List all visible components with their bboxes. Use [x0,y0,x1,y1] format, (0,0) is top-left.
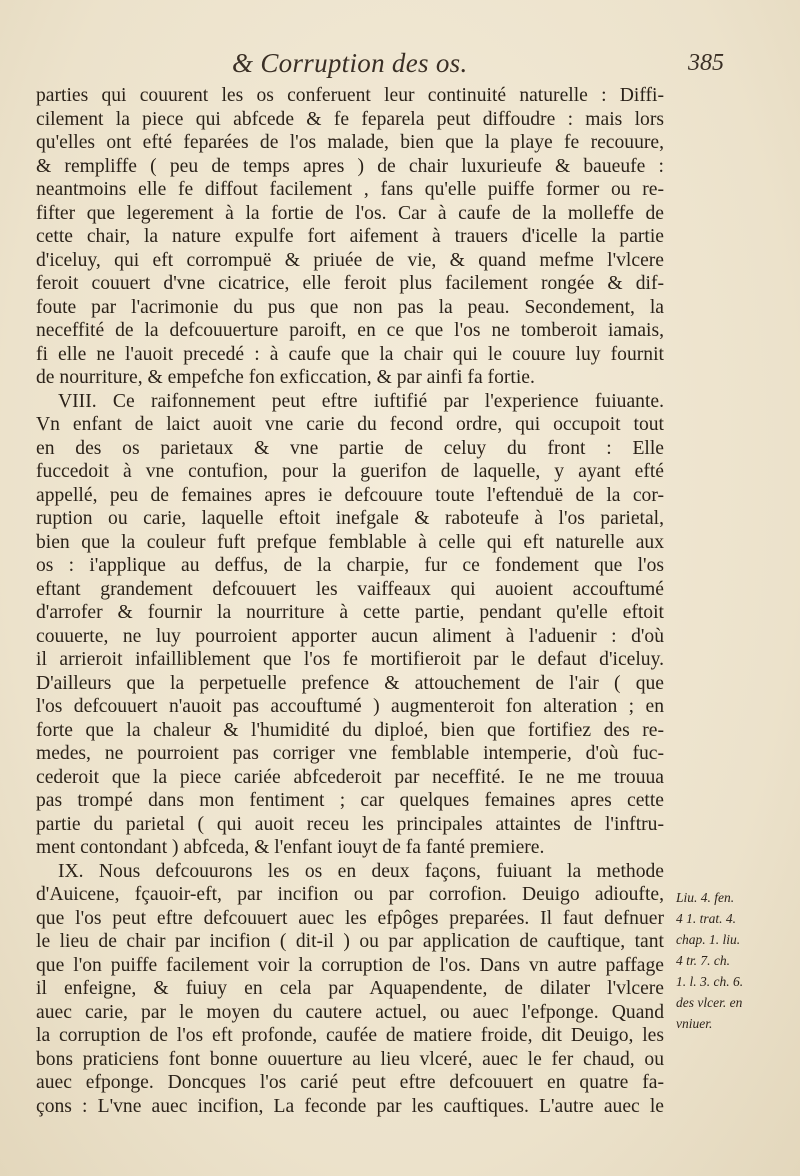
text-line: de nourriture, & empefche fon exficcation, & par ainfi fa fortie. [36,367,535,388]
margin-note: vniuer. [676,1016,713,1031]
text-line: parties qui couurent les os conferuent leur continuité naturelle : Diffi- [36,85,664,106]
text-line: neantmoins elle fe diffout facilement , fans qu'elle puiffe former ou re- [36,179,664,200]
text-line: çons : L'vne auec incifion, La feconde par les cauftiques. L'autre auec le [36,1095,664,1117]
page-number: 385 [688,50,724,76]
text-line: il enfeigne, & fuiuy en cela par Aquapendente, de dilater l'vlcere [36,978,664,999]
margin-note: 1. l. 3. ch. 6. [676,974,744,989]
text-line: fifter que legerement à la fortie de l'os. Car à caufe de la molleffe de [36,202,664,224]
text-line: cilement la piece qui abfcede & fe feparela peut diffoudre : mais lors [36,108,664,130]
text-line: foute par l'acrimonie du pus que non pas la peau. Secondement, la [36,296,664,318]
text-line: Vn enfant de laict auoit vne carie du fecond ordre, qui occupoit tout [36,414,664,435]
text-line: bien que la couleur fuft prefque femblable à celle qui eft naturelle aux [36,531,664,553]
text-line: d'iceluy, qui eft corrompuë & priuée de vie, & quand mefme l'vlcere [36,249,664,271]
margin-note: des vlcer. en [676,995,743,1010]
margin-note: 4 tr. 7. ch. [676,953,730,968]
text-line: auec carie, par le moyen du cautere actuel, ou auec l'efponge. Quand [36,1001,664,1023]
text-line: os : i'applique au deffus, de la charpie, fur ce fondement que l'os [36,555,664,576]
text-line: partie du parietal ( qui auoit receu les principales attaintes de l'inftru- [36,813,664,835]
text-line: il arrieroit infailliblement que l'os fe mortifieroit par le defaut d'iceluy. [36,649,664,670]
margin-note: chap. 1. liu. [676,932,741,947]
margin-note: 4 1. trat. 4. [676,911,737,926]
text-line: qu'elles ont efté feparées de l'os malade, bien que la playe fe recouure, [36,132,664,153]
text-line: VIII. Ce raifonnement peut eftre iuftifié par l'experience fuiuante. [58,390,664,412]
text-line: neceffité de la defcouuerture paroift, en ce que l'os ne tomberoit iamais, [36,320,664,341]
text-line: cette chair, la nature expulfe fort aifement à trauers d'icelle la partie [36,226,664,247]
margin-notes [676,887,798,1034]
text-line: ruption ou carie, laquelle eftoit inefgale & raboteufe à l'os parietal, [36,508,664,529]
text-line: appellé, peu de femaines apres ie defcouure toute l'eftenduë de la cor- [36,484,664,506]
text-line: couuerte, ne luy pourroient apporter aucun aliment à l'aduenir : d'où [36,625,664,647]
text-line: la corruption de l'os eft profonde, caufée de matiere froide, dit Deuigo, les [36,1025,664,1046]
text-line: fuccedoit à vne contufion, pour la guerifon de laquelle, y ayant efté [36,461,664,482]
text-line: forte que la chaleur & l'humidité du diploé, bien que fortifiez des re- [36,719,664,741]
text-line: d'arrofer & fournir la nourriture à cette partie, pendant qu'elle eftoit [36,602,664,623]
text-line: & rempliffe ( peu de temps apres ) de chair luxurieufe & baueufe : [36,155,664,177]
text-line: eftant grandement defcouuert les vaiffeaux qui auoient accouftumé [36,578,664,600]
page-header [0,48,800,88]
text-line: d'Auicene, fçauoir-eft, par incifion ou par corrofion. Deuigo adioufte, [36,884,664,905]
text-line: bons praticiens font bonne ouuerture au lieu vlceré, auec le fer chaud, ou [36,1048,664,1070]
text-line: medes, ne pourroient pas corriger vne femblable intemperie, d'où fuc- [36,743,664,764]
text-line: que l'on puiffe facilement voir la corruption de l'os. Dans vn autre paffage [36,954,664,976]
text-line: l'os defcouuert n'auoit pas accouftumé ) augmenteroit fon alteration ; en [36,696,664,717]
body-text [36,84,664,1118]
text-line: ment contondant ) abfceda, & l'enfant iouyt de fa fanté premiere. [36,837,545,858]
text-line: que l'os peut eftre defcouuert auec les efpôges preparées. Il faut defnuer [36,907,664,929]
text-line: le lieu de chair par incifion ( dit-il ) ou par application de cauftique, tant [36,931,664,952]
text-line: fi elle ne l'auoit precedé : à caufe que la chair qui le couure luy fournit [36,343,664,365]
text-line: D'ailleurs que la perpetuelle prefence & attouchement de l'air ( que [36,672,664,694]
text-line: feroit couuert d'vne cicatrice, elle feroit plus facilement rongée & dif- [36,273,664,294]
text-line: pas trompé dans mon fentiment ; car quelques femaines apres cette [36,790,664,811]
text-line: en des os parietaux & vne partie de celuy du front : Elle [36,437,664,459]
margin-note: Liu. 4. fen. [676,890,735,905]
text-line: IX. Nous defcouurons les os en deux façons, fuiuant la methode [58,860,664,882]
text-line: auec efponge. Doncques l'os carié peut eftre defcouuert en quatre fa- [36,1072,664,1093]
text-line: cederoit que la piece cariée abfcederoit par neceffité. Ie ne me trouua [36,766,664,788]
running-title: & Corruption des os. [232,48,468,78]
